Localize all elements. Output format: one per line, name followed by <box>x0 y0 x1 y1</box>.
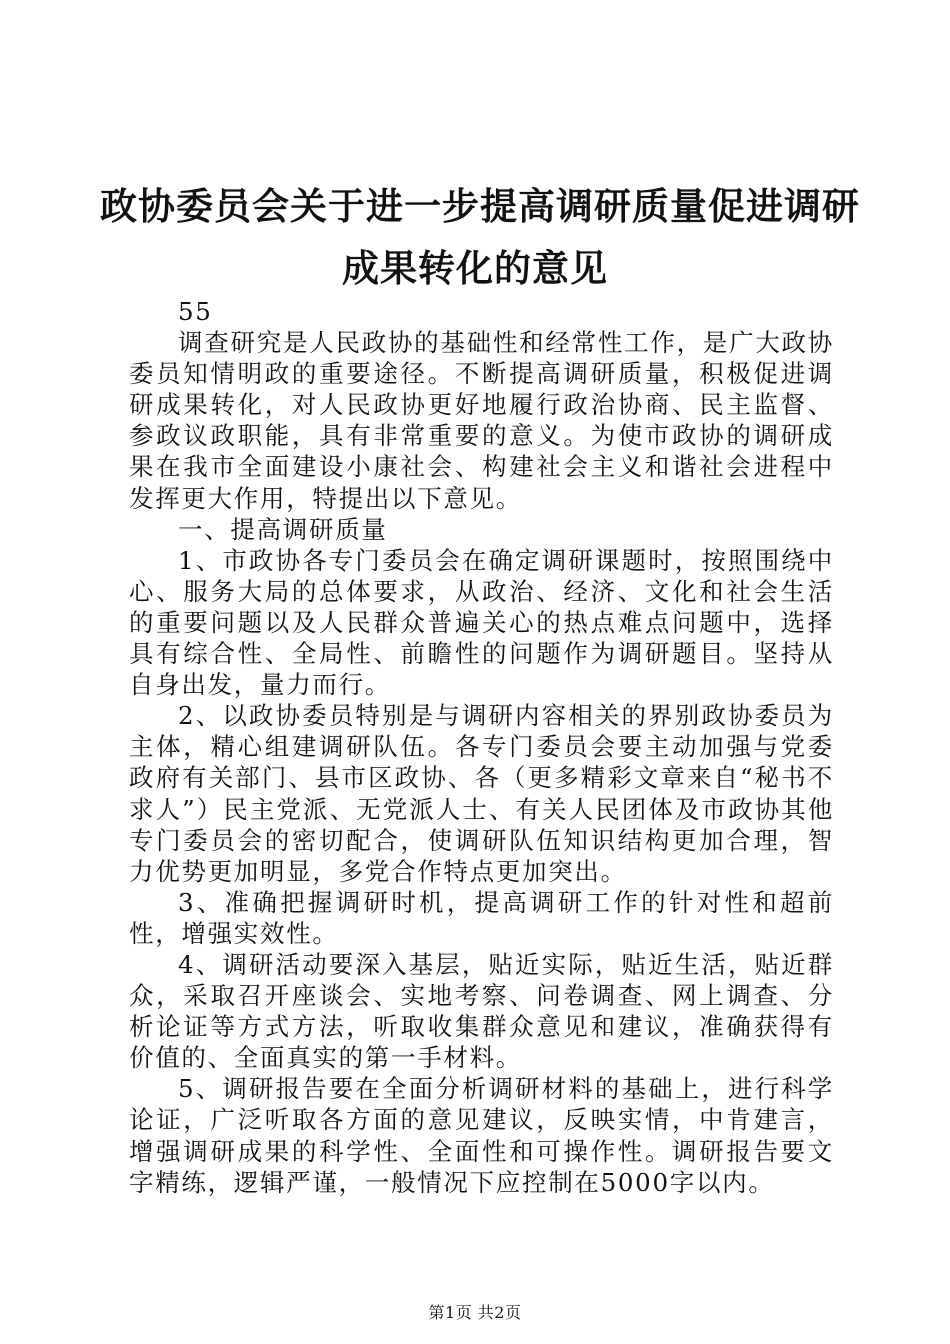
paragraph-item-5: 5、调研报告要在全面分析调研材料的基础上，进行科学论证，广泛听取各方面的意见建议，反映实情，中肯建言，增强调研成果的科学性、全面性和可操作性。调研报告要文字精练，逻辑严谨，一般情况下应控制在5000字以内。 <box>129 1074 834 1197</box>
document-title-line-2: 成果转化的意见 <box>342 247 608 290</box>
paragraph-item-1: 1、市政协各专门委员会在确定调研课题时，按照围绕中心、服务大局的总体要求，从政治、经济、文化和社会生活的重要问题以及人民群众普遍关心的热点难点问题中，选择具有综合性、全局性、前瞻性的问题作为调研题目。坚持从自身出发，量力而行。 <box>129 545 834 700</box>
section-heading: 一、提高调研质量 <box>178 514 388 544</box>
paragraph-number: 55 <box>178 297 213 326</box>
paragraph-intro: 调查研究是人民政协的基础性和经常性工作，是广大政协委员知情明政的重要途径。不断提高调研质量，积极促进调研成果转化，对人民政协更好地履行政治协商、民主监督、参政议政职能，具有非常重要的意义。为使市政协的调研成果在我市全面建设小康社会、构建社会主义和谐社会进程中发挥更大作用，特提出以下意见。 <box>129 328 834 513</box>
page-footer: 第1页 共2页 <box>428 1303 522 1322</box>
paragraph-item-4: 4、调研活动要深入基层，贴近实际，贴近生活，贴近群众，采取召开座谈会、实地考察、问卷调查、网上调查、分析论证等方式方法，听取收集群众意见和建议，准确获得有价值的、全面真实的第一手材料。 <box>129 949 834 1073</box>
paragraph-item-2: 2、以政协委员特别是与调研内容相关的界别政协委员为主体，精心组建调研队伍。各专门委员会要主动加强与党委政府有关部门、县市区政协、各（更多精彩文章来自“秘书不求人”）民主党派、无党派人士、有关人民团体及市政协其他专门委员会的密切配合，使调研队伍知识结构更加合理，智力优势更加明显，多党合作特点更加突出。 <box>129 701 834 886</box>
document-title-line-1: 政协委员会关于进一步提高调研质量促进调研 <box>100 185 860 228</box>
paragraph-item-3: 3、准确把握调研时机，提高调研工作的针对性和超前性，增强实效性。 <box>129 887 834 948</box>
document-body <box>129 296 834 1198</box>
